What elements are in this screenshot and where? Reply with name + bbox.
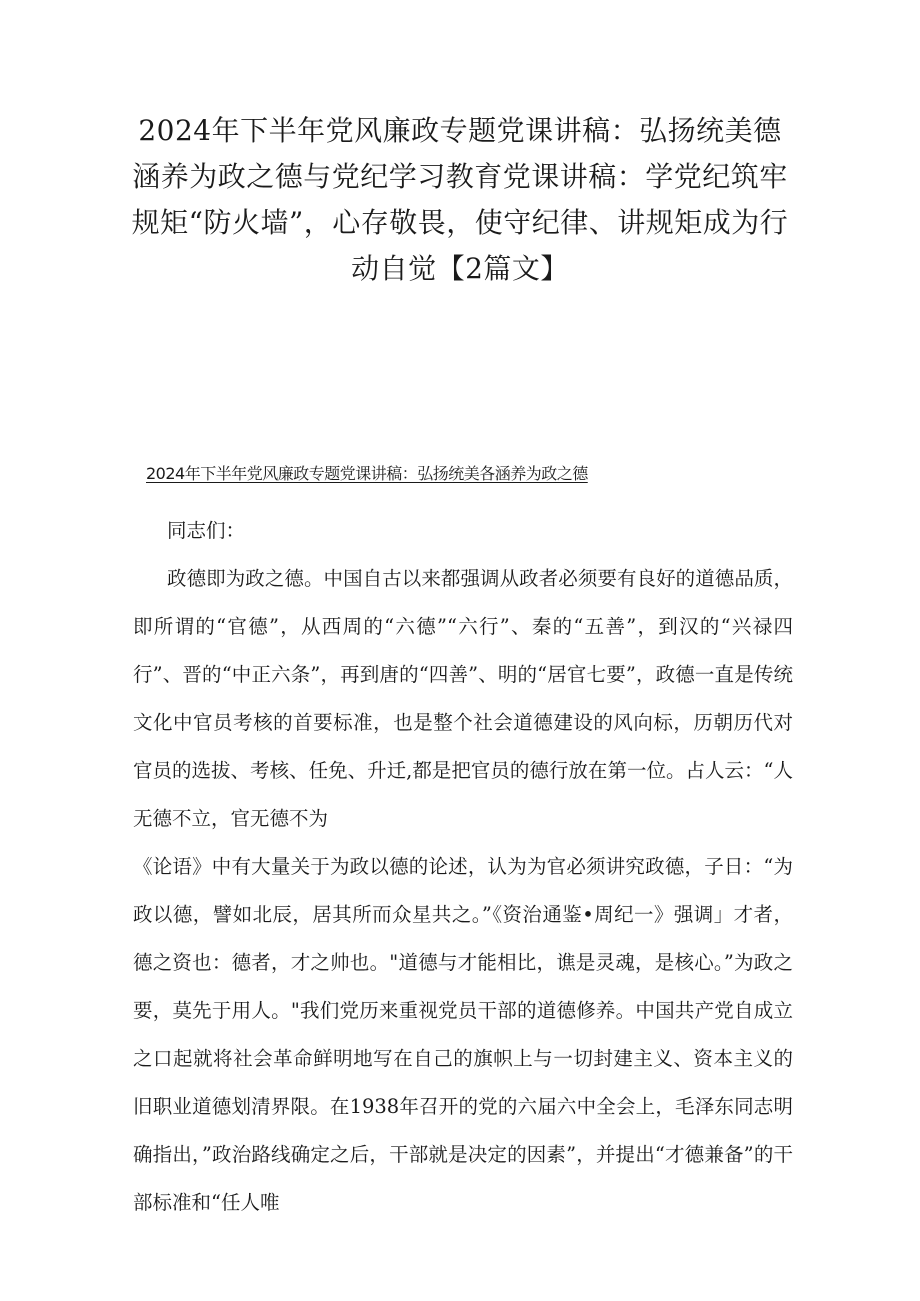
document-title: 2024年下半年党风廉政专题党课讲稿：弘扬统美德涵养为政之德与党纪学习教育党课讲稿：学党纪筑牢规矩“防火墙”，心存敬畏，使守纪律、讲规矩成为行动自觉【2篇文】	[131, 114, 789, 285]
body-text	[133, 507, 793, 1227]
salutation: 同志们：	[167, 519, 246, 542]
section-heading: 2024年下半年党风廉政专题党课讲稿：弘扬统美各涵养为政之德	[146, 464, 588, 483]
paragraph: 政德即为政之德。中国自古以来都强调从政者必须要有良好的道德品质，即所谓的“官德”，从西周的“六德”“六行”、秦的“五善”，到汉的“兴禄四行”、晋的“中正六条”，再到唐的“四善”、明的“居官七要”，政德一直是传统文化中官员考核的首要标准，也是整个社会道德建设的风向标，历朝历代对官员的选拔、考核、任免、升迁,都是把官员的德行放在第一位。占人云：“人无德不立，官无德不为	[133, 567, 793, 830]
paragraph: 《论语》中有大量关于为政以德的论述，认为为官必须讲究政德，子日：“为政以德，譬如北辰，居其所而众星共之。”《资治通鉴•周纪一》强调」才者，德之资也：德者，才之帅也。"道德与才能相比，谯是灵魂，是核心。”为政之要，莫先于用人。"我们党历来重视党员干部的道德修养。中国共产党自成立之口起就将社会革命鲜明地写在自己的旗帜上与一切封建主义、资本主义的旧职业道德划清界限。在1938年召开的党的六届六中全会上，毛泽东同志明确指出，”政治路线确定之后，干部就是决定的因素”，并提出“才德兼备”的干部标准和“任人唯	[133, 855, 793, 1214]
